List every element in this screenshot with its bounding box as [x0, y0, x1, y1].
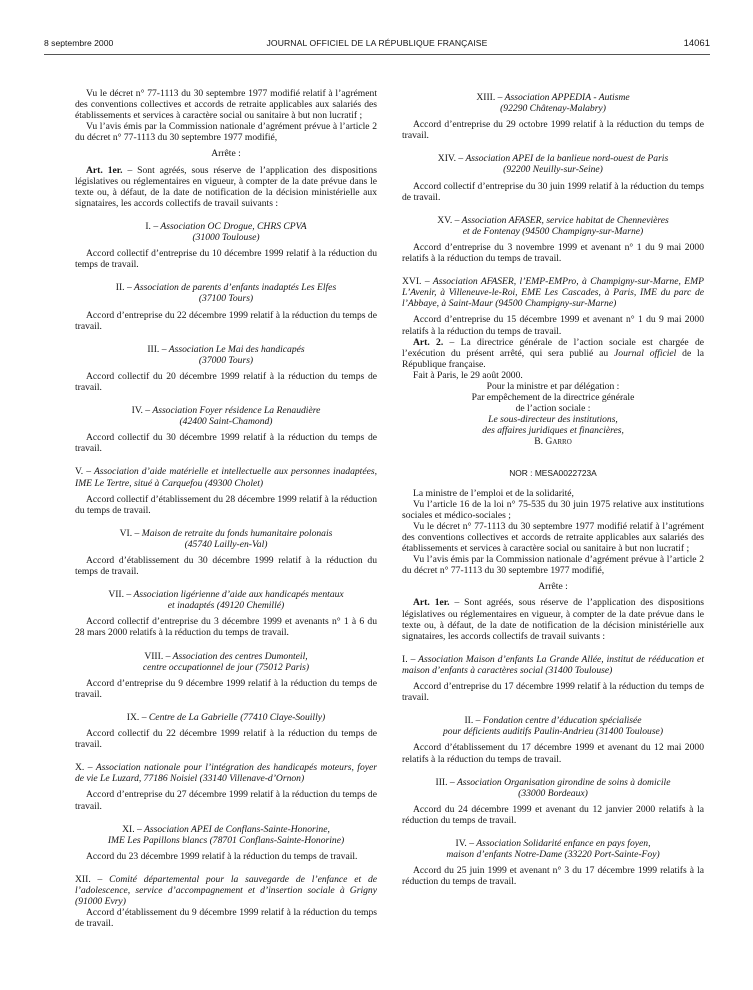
section-heading: X. – Association nationale pour l’intégration des handicapés moteurs, foyer de vie Le Luzard, 77186 Noisiel (33140 Villenave-d’Ornon) — [75, 762, 377, 785]
section-text: Accord collectif d’entreprise du 30 juin 1999 relatif à la réduction du temps de travail. — [402, 180, 704, 203]
section-text: Accord collectif d’entreprise du 10 décembre 1999 relatif à la réduction du temps de travail. — [75, 248, 377, 271]
signature-line: Pour la ministre et par délégation : — [486, 380, 620, 392]
section-text: Accord d’entreprise du 27 décembre 1999 relatif à la réduction du temps de travail. — [75, 789, 377, 812]
section-text: Accord d’établissement du 17 décembre 1999 et avenant du 12 mai 2000 relatifs à la réduction du temps de travail. — [402, 742, 704, 765]
left-column — [75, 88, 377, 929]
journal-title: JOURNAL OFFICIEL DE LA RÉPUBLIQUE FRANÇAISE — [266, 38, 488, 48]
section-text: Accord collectif d’établissement du 28 décembre 1999 relatif à la réduction du temps de travail. — [75, 493, 377, 516]
section-heading: IV. – Association Solidarité enfance en pays foyen, maison d’enfants Notre-Dame (33220 Port-Sainte-Foy) — [446, 837, 660, 861]
section-text: Accord d’entreprise du 29 octobre 1999 relatif à la réduction du temps de travail. — [402, 119, 704, 142]
section-heading: IV. – Association Foyer résidence La Renaudière (42400 Saint-Chamond) — [131, 405, 321, 428]
section-heading: I. – Association Maison d’enfants La Grande Allée, institut de rééducation et maison d’enfants à caractères social (31400 Toulouse) — [402, 653, 704, 676]
signature-line: Le sous-directeur des institutions, — [488, 414, 618, 426]
right-column — [402, 92, 704, 887]
paragraph-vu-decret: Vu le décret n° 77-1113 du 30 septembre 1977 modifié relatif à l’agrément des conventions collectives et accords de retraite applicables aux salariés des établissements et services à caractère social ou sanitaire à but non lucratif ; — [75, 88, 377, 122]
section-text: Accord d’entreprise du 15 décembre 1999 et avenant n° 1 du 9 mai 2000 relatifs à la réduction du temps de travail. — [402, 314, 704, 337]
section-heading: XIV. – Association APEI de la banlieue nord-ouest de Paris (92200 Neuilly-sur-Seine) — [437, 153, 669, 176]
paragraph-vu-avis: Vu l’avis émis par la Commission nationale d’agrément prévue à l’article 2 du décret n° 77-1113 du 30 septembre 1977 modifié, — [75, 121, 377, 144]
section-heading: III. – Association Organisation girondine de soins à domicile (33000 Bordeaux) — [435, 776, 671, 799]
section-heading: XIII. – Association APPEDIA - Autisme (92290 Châtenay-Malabry) — [476, 92, 630, 115]
section-heading: XVI. – Association AFASER, l’EMP-EMPro, à Champigny-sur-Marne, EMP L’Avenir, à Villeneuve-le-Roi, EME Les Cascades, à Paris, IME du parc de l’Abbaye, à Saint-Maur (94500 Champigny-sur-Marne) — [402, 276, 704, 310]
paragraph-vu-loi: Vu l’article 16 de la loi n° 75-535 du 30 juin 1975 relative aux institutions sociales et médico-sociales ; — [402, 498, 704, 521]
article-2: Art. 2. – La directrice générale de l’action sociale est chargée de l’exécution du présent arrêté, qui sera publié au Journal officiel de la République française. — [402, 336, 705, 370]
section-heading: VI. – Maison de retraite du fonds humanitaire polonais (45740 Lailly-en-Val) — [119, 527, 333, 550]
section-text: Accord collectif du 22 décembre 1999 relatif à la réduction du temps de travail. — [75, 728, 377, 751]
signatory-name: B. Garro — [534, 436, 572, 448]
arrete-label: Arrête : — [211, 148, 241, 160]
article-1: Art. 1er. – Sont agréés, sous réserve de l’application des dispositions législatives ou réglementaires en vigueur, à compter de la date prévue dans le texte ou, à défaut, de la date de notification de la décision ministérielle aux signataires, les accords collectifs de travail suivants : — [402, 597, 704, 642]
issue-date: 8 septembre 2000 — [44, 38, 114, 48]
section-text: Accord d’établissement du 30 décembre 1999 relatif à la réduction du temps de travail. — [75, 555, 377, 578]
section-heading: VII. – Association ligérienne d’aide aux handicapés mentaux et inadaptés (49120 Chemillé) — [108, 589, 344, 612]
section-heading: IX. – Centre de La Gabrielle (77410 Claye-Souilly) — [126, 711, 326, 723]
paragraph-vu-avis: Vu l’avis émis par la Commission nationale d’agrément prévue à l’article 2 du décret n° 77-1113 du 30 septembre 1977 modifié, — [402, 554, 704, 577]
section-text: Accord collectif du 20 décembre 1999 relatif à la réduction du temps de travail. — [75, 370, 377, 393]
page-header — [44, 38, 710, 52]
section-text: Accord du 23 décembre 1999 relatif à la réduction du temps de travail. — [86, 850, 358, 862]
section-text: Accord d’entreprise du 3 novembre 1999 et avenant n° 1 du 9 mai 2000 relatifs à la réduction du temps de travail. — [402, 241, 704, 265]
section-text: Accord du 25 juin 1999 et avenant n° 3 du 17 décembre 1999 relatifs à la réduction du temps de travail. — [402, 865, 704, 888]
page-number: 14061 — [683, 38, 710, 49]
section-heading: V. – Association d’aide matérielle et intellectuelle aux personnes inadaptées, IME Le Tertre, situé à Carquefou (49300 Cholet) — [75, 466, 377, 489]
article-label: Art. 1er. — [413, 597, 450, 609]
arrete-label: Arrête : — [538, 581, 568, 593]
fait-a-paris: Fait à Paris, le 29 août 2000. — [413, 369, 523, 381]
section-heading: XII. – Comité départemental pour la sauvegarde de l’enfance et de l’adolescence, service d’accompagnement et d’insertion sociale à Grigny (91000 Evry) — [75, 873, 378, 908]
section-text: Accord collectif du 30 décembre 1999 relatif à la réduction du temps de travail. — [75, 432, 377, 455]
section-heading: II. – Association de parents d’enfants inadaptés Les Elfes (37100 Tours) — [115, 282, 337, 305]
section-text: Accord d’entreprise du 9 décembre 1999 relatif à la réduction du temps de travail. — [75, 677, 377, 700]
section-text: Accord d’établissement du 9 décembre 1999 relatif à la réduction du temps de travail. — [75, 907, 377, 930]
signature-line: Par empêchement de la directrice générale — [471, 392, 635, 404]
section-text: Accord collectif d’entreprise du 3 décembre 1999 et avenants n° 1 à 6 du 28 mars 2000 relatifs à la réduction du temps de travail. — [75, 616, 377, 639]
section-heading: I. – Association OC Drogue, CHRS CPVA (31000 Toulouse) — [145, 220, 307, 244]
article-label: Art. 2. — [413, 336, 444, 348]
section-heading: XV. – Association AFASER, service habitat de Chennevières et de Fontenay (94500 Champigny-sur-Marne) — [437, 214, 669, 237]
section-text: Accord d’entreprise du 22 décembre 1999 relatif à la réduction du temps de travail. — [75, 309, 377, 332]
paragraph-ministre: La ministre de l’emploi et de la solidarité, — [413, 487, 574, 499]
nor-reference: NOR : MESA0022723A — [509, 467, 597, 478]
section-text: Accord d’entreprise du 17 décembre 1999 relatif à la réduction du temps de travail. — [402, 681, 704, 704]
article-1: Art. 1er. – Sont agréés, sous réserve de l’application des dispositions législatives ou réglementaires en vigueur, à compter de la date prévue dans le texte ou, à défaut, de la date de notification de la décision ministérielle aux signataires, les accords collectifs de travail suivants : — [75, 164, 377, 209]
paragraph-vu-decret: Vu le décret n° 77-1113 du 30 septembre 1977 modifié relatif à l’agrément des conventions collectives et accords de retraite applicables aux salariés des établissements et services à caractère social ou sanitaire à but non lucratif ; — [402, 520, 704, 555]
section-heading: II. – Fondation centre d’éducation spécialisée pour déficients auditifs Paulin-Andrieu (31400 Toulouse) — [442, 715, 664, 738]
section-heading: XI. – Association APEI de Conflans-Sainte-Honorine, IME Les Papillons blancs (78701 Conflans-Sainte-Honorine) — [107, 823, 345, 846]
section-text: Accord du 24 décembre 1999 et avenant du 12 janvier 2000 relatifs à la réduction du temps de travail. — [402, 803, 704, 826]
header-rule — [44, 54, 710, 55]
article-label: Art. 1er. — [86, 164, 123, 176]
section-heading: VIII. – Association des centres Dumonteil, centre occupationnel de jour (75012 Paris) — [142, 650, 310, 673]
signature-line: de l’action sociale : — [515, 403, 591, 415]
signature-line: des affaires juridiques et financières, — [482, 425, 624, 437]
section-heading: III. – Association Le Mai des handicapés (37000 Tours) — [147, 343, 305, 366]
